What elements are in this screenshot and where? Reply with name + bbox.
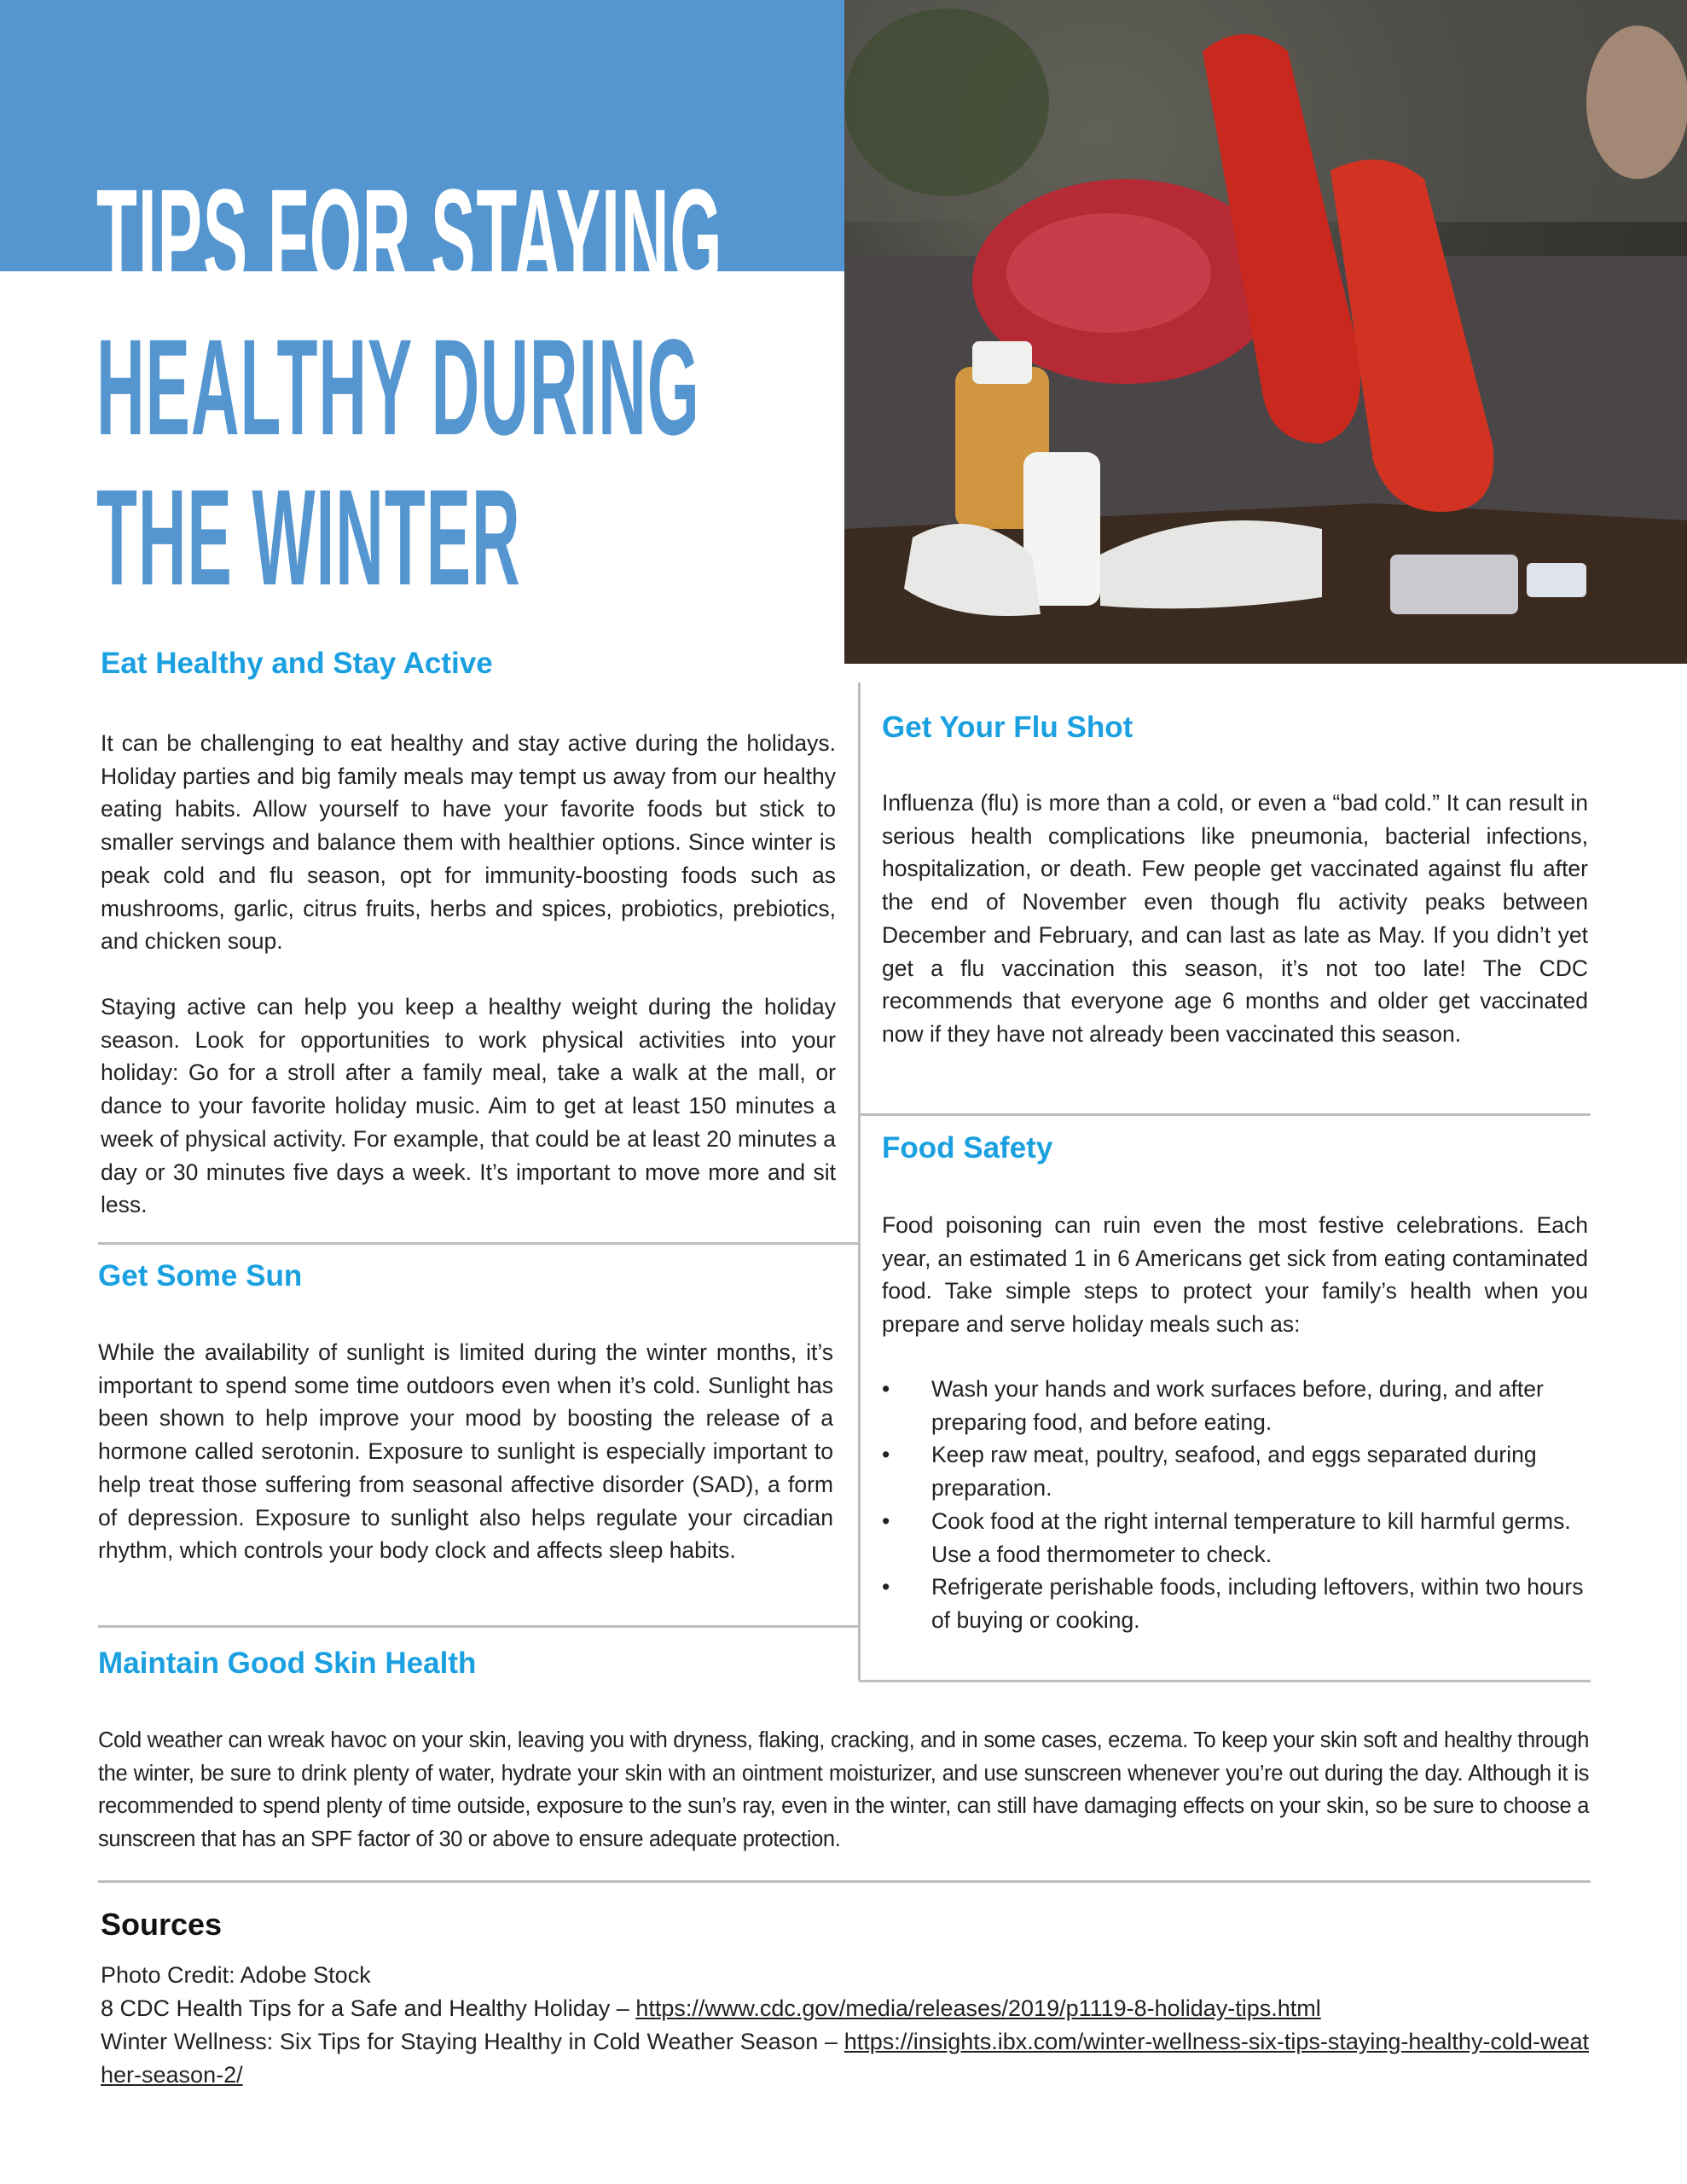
heading-eat-healthy: Eat Healthy and Stay Active [101, 647, 493, 680]
food-safety-list [882, 1373, 1588, 1637]
bullet-icon: • [882, 1442, 890, 1468]
list-item-text: Refrigerate perishable foods, including leftovers, within two hours of buying or cooking. [931, 1574, 1584, 1633]
list-item [882, 1571, 1588, 1636]
list-item [882, 1438, 1588, 1504]
heading-food-safety: Food Safety [882, 1131, 1053, 1165]
column-divider [858, 682, 861, 1681]
list-item [882, 1373, 1588, 1438]
divider [98, 1242, 859, 1245]
bullet-icon: • [882, 1507, 890, 1534]
sun-paragraph: While the availability of sunlight is limited during the winter months, it’s important to spend some time outdoors even when it’s cold. Sunlight has been shown to help improve your mood by boosting the release of a hormone called serotonin. Exposure to sunlight is especially important to help treat those suffering from seasonal affective disorder (SAD), a form of depression. Exposure to sunlight also helps regulate your circadian rhythm, which controls your body clock and affects sleep habits. [98, 1339, 833, 1564]
title-line-3: THE WINTER [96, 461, 521, 613]
list-item-text: Cook food at the right internal temperature to kill harmful germs. Use a food thermometer to check. [931, 1507, 1571, 1567]
divider [98, 1880, 1591, 1883]
bullet-icon: • [882, 1574, 890, 1600]
eat-paragraph-1: It can be challenging to eat healthy and stay active during the holidays. Holiday parties and big family meals may tempt us away from our healthy eating habits. Allow yourself to have your favorite foods but stick to smaller servings and balance them with healthier options. Since winter is peak cold and flu season, opt for immunity-boosting foods such as mushrooms, garlic, citrus fruits, herbs and spices, probiotics, prebiotics, and chicken soup. [101, 730, 836, 955]
divider [859, 1113, 1591, 1116]
bullet-icon: • [882, 1376, 890, 1402]
heading-skin-health: Maintain Good Skin Health [98, 1647, 477, 1680]
list-item [882, 1505, 1588, 1571]
heading-flu-shot: Get Your Flu Shot [882, 711, 1133, 744]
divider [98, 1625, 859, 1628]
list-item-text: Keep raw meat, poultry, seafood, and eggs separated during preparation. [931, 1442, 1537, 1502]
source-1-link[interactable]: https://www.cdc.gov/media/releases/2019/p1119-8-holiday-tips.html [635, 1995, 1321, 2021]
source-2 [101, 2025, 1589, 2092]
source-1 [101, 1992, 1589, 2025]
photo-credit: Photo Credit: Adobe Stock [101, 1962, 371, 1988]
photo-illustration [844, 0, 1687, 664]
skin-paragraph: Cold weather can wreak havoc on your skin, leaving you with dryness, flaking, cracking, and in some cases, eczema. To keep your skin soft and healthy through the winter, be sure to drink plenty of water, hydrate your skin with an ointment moisturizer, and use sunscreen whenever you’re out during the day. Although it is recommended to spend plenty of time outside, exposure to the sun’s ray, even in the winter, can still have damaging effects on your skin, so be sure to choose a sunscreen that has an SPF factor of 30 or above to ensure adequate protection. [98, 1728, 1589, 1852]
divider [859, 1680, 1591, 1682]
hero-photo [844, 0, 1687, 664]
sources-heading: Sources [101, 1907, 223, 1942]
title-line-2: HEALTHY DURING [96, 311, 700, 463]
title-line-1: TIPS FOR STAYING [96, 160, 723, 313]
list-item-text: Wash your hands and work surfaces before, during, and after preparing food, and before eating. [931, 1376, 1544, 1435]
flu-paragraph: Influenza (flu) is more than a cold, or even a “bad cold.” It can result in serious health complications like pneumonia, bacterial infections, hospitalization, or death. Few people get vaccinated against flu after the end of November even though flu activity peaks between December and February, and can last as late as May. If you didn’t yet get a flu vaccination this season, it’s not too late! The CDC recommends that everyone age 6 months and older get vaccinated now if they have not already been vaccinated this season. [882, 790, 1588, 1047]
source-2-title: Winter Wellness: Six Tips for Staying Healthy in Cold Weather Season – [101, 2029, 844, 2054]
food-paragraph: Food poisoning can ruin even the most festive celebrations. Each year, an estimated 1 in 6 Americans get sick from eating contaminated food. Take simple steps to protect your family’s health when you prepare and serve holiday meals such as: [882, 1212, 1588, 1338]
source-1-title: 8 CDC Health Tips for a Safe and Healthy Holiday – [101, 1995, 636, 2021]
source-2-link[interactable]: https://insights.ibx.com/winter-wellness-six-tips-staying-healthy-cold-weather-season-2/ [101, 2029, 1589, 2088]
eat-paragraph-2: Staying active can help you keep a healthy weight during the holiday season. Look for opportunities to work physical activities into your holiday: Go for a stroll after a family meal, take a walk at the mall, or dance to your favorite holiday music. Aim to get at least 150 minutes a week of physical activity. For example, that could be at least 20 minutes a day or 30 minutes five days a week. It’s important to move more and sit less. [101, 994, 836, 1218]
heading-get-some-sun: Get Some Sun [98, 1259, 303, 1292]
